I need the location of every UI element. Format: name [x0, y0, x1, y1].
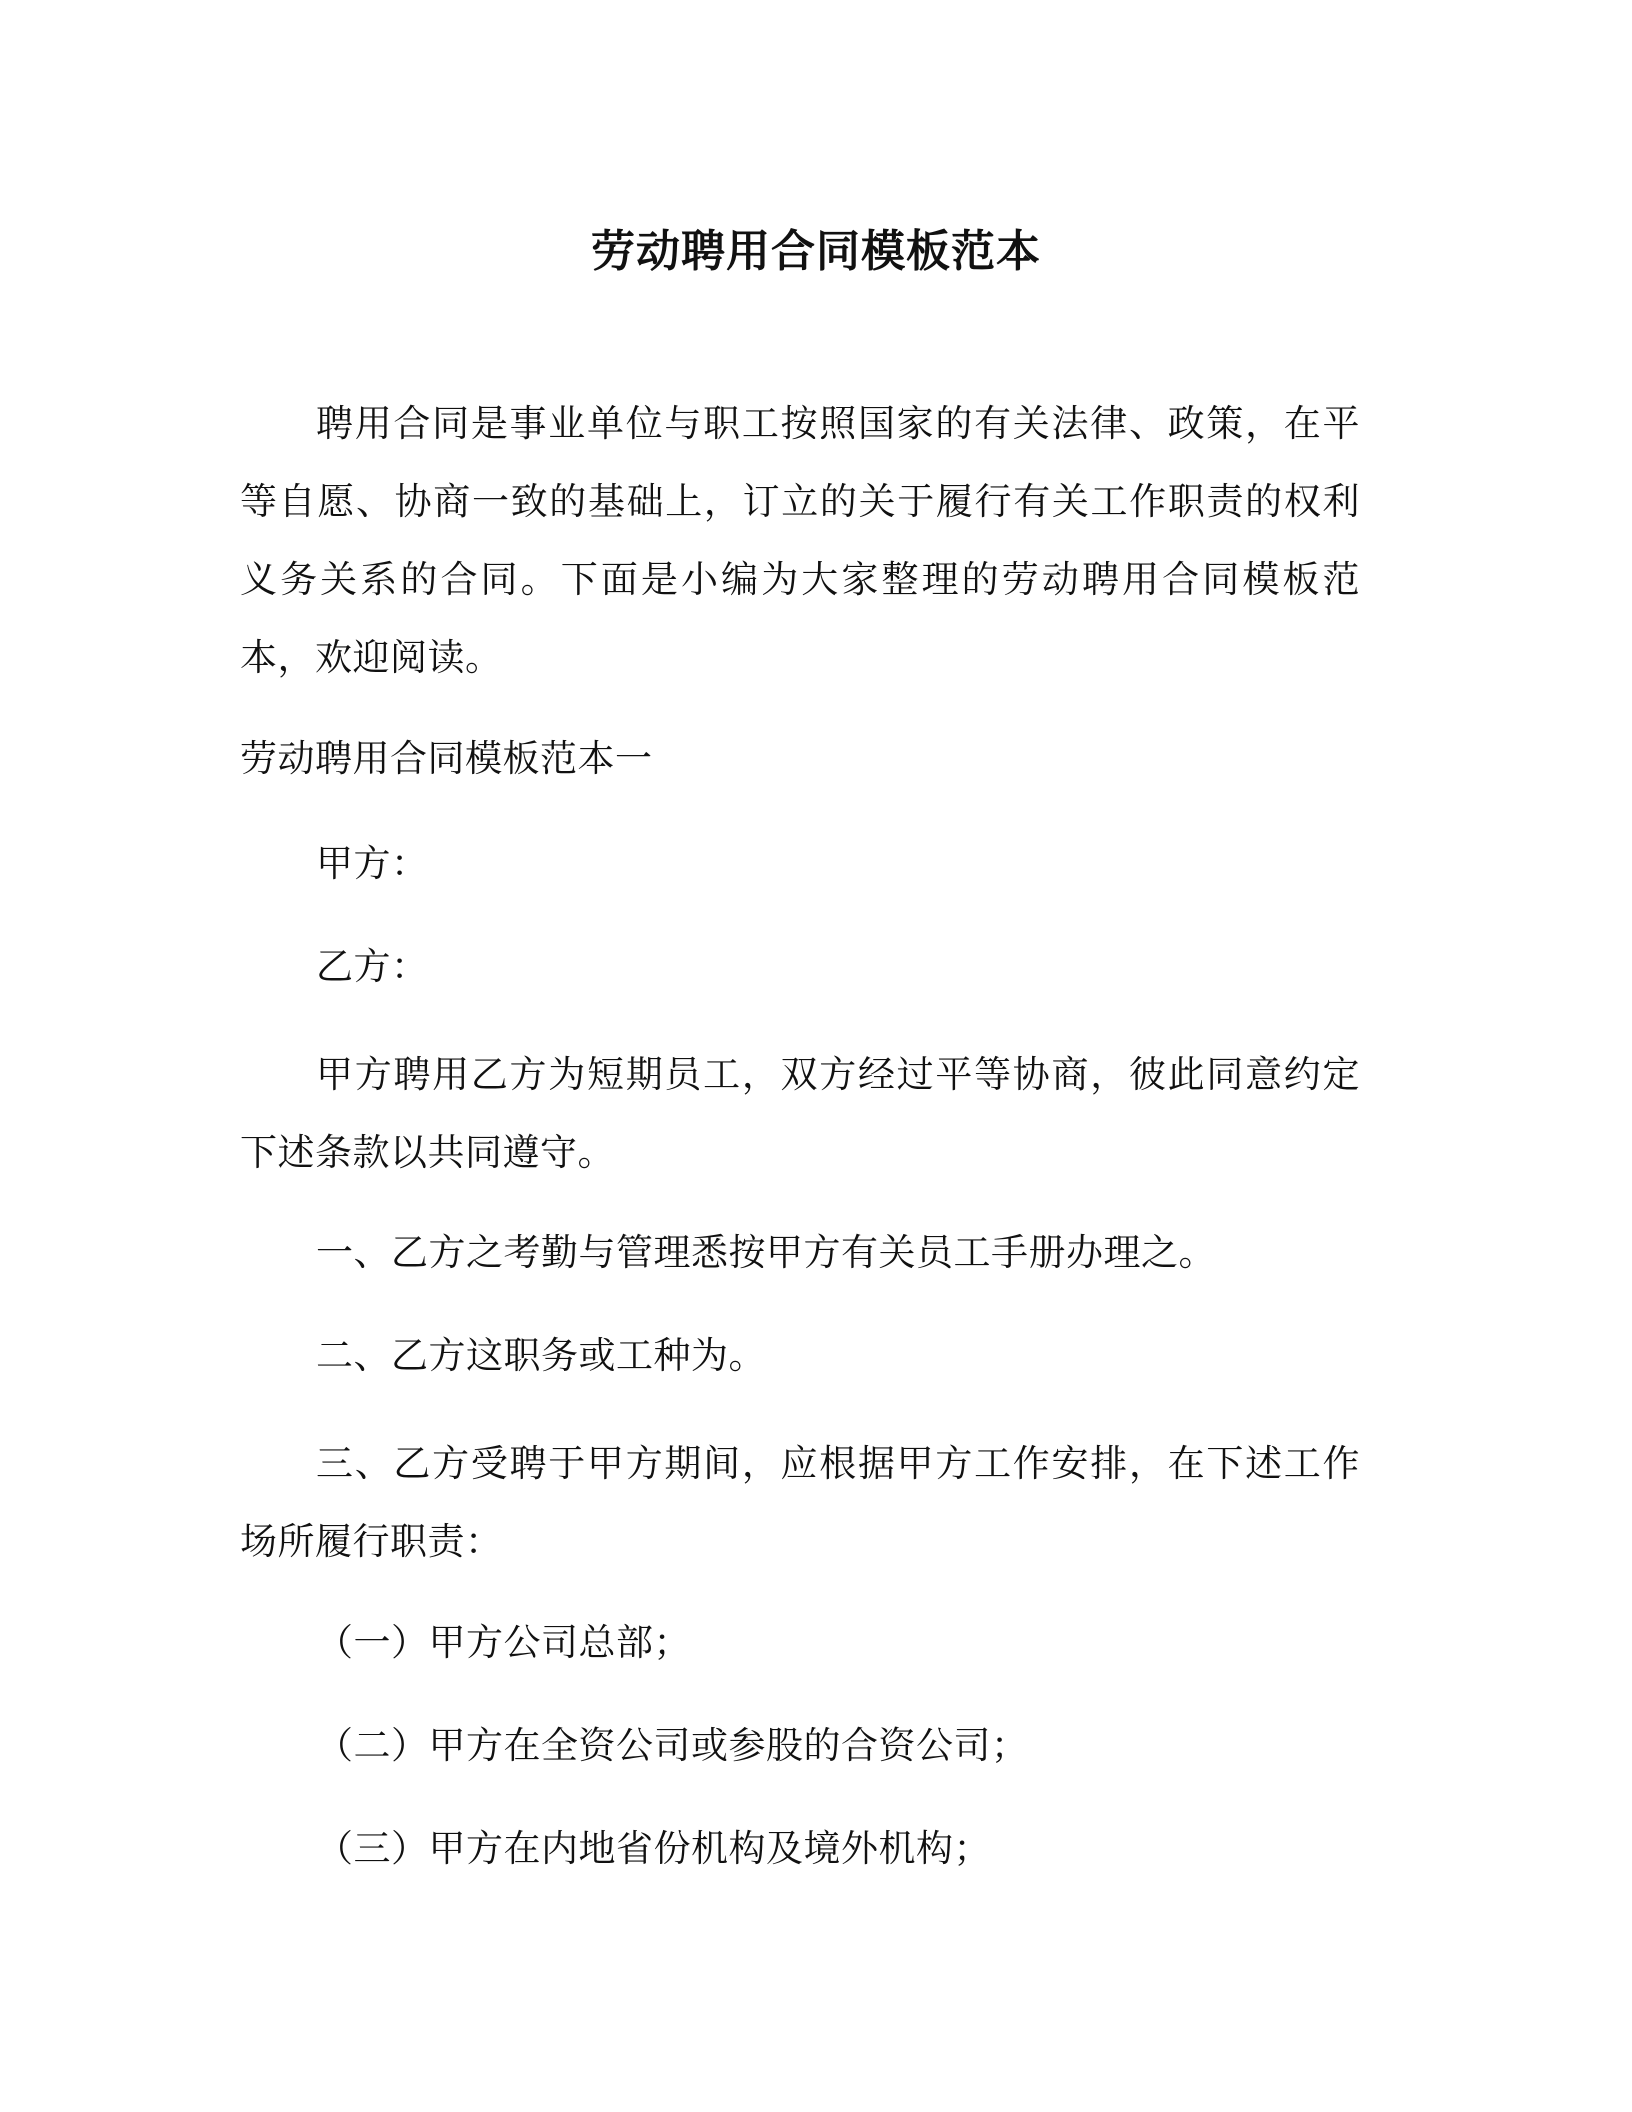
document-title: 劳动聘用合同模板范本	[591, 226, 1041, 277]
agreement-paragraph: 甲方聘用乙方为短期员工，双方经过平等协商，彼此同意约定下述条款以共同遵守。	[240, 1053, 1360, 1174]
party-b-label: 乙方：	[316, 945, 429, 988]
section-heading: 劳动聘用合同模板范本一	[240, 737, 653, 780]
workplace-item: （三）甲方在内地省份机构及境外机构；	[316, 1827, 991, 1870]
intro-paragraph: 聘用合同是事业单位与职工按照国家的有关法律、政策，在平等自愿、协商一致的基础上，订立的关于履行有关工作职责的权利义务关系的合同。下面是小编为大家整理的劳动聘用合同模板范本，欢迎阅读。	[240, 402, 1360, 679]
workplace-item: （一）甲方公司总部；	[316, 1621, 691, 1664]
workplace-item: （二）甲方在全资公司或参股的合资公司；	[316, 1724, 1029, 1767]
clause-1: 一、乙方之考勤与管理悉按甲方有关员工手册办理之。	[316, 1231, 1216, 1274]
party-a-label: 甲方：	[316, 842, 429, 885]
clause-2: 二、乙方这职务或工种为。	[316, 1334, 766, 1377]
clause-3: 三、乙方受聘于甲方期间，应根据甲方工作安排，在下述工作场所履行职责：	[240, 1442, 1360, 1563]
